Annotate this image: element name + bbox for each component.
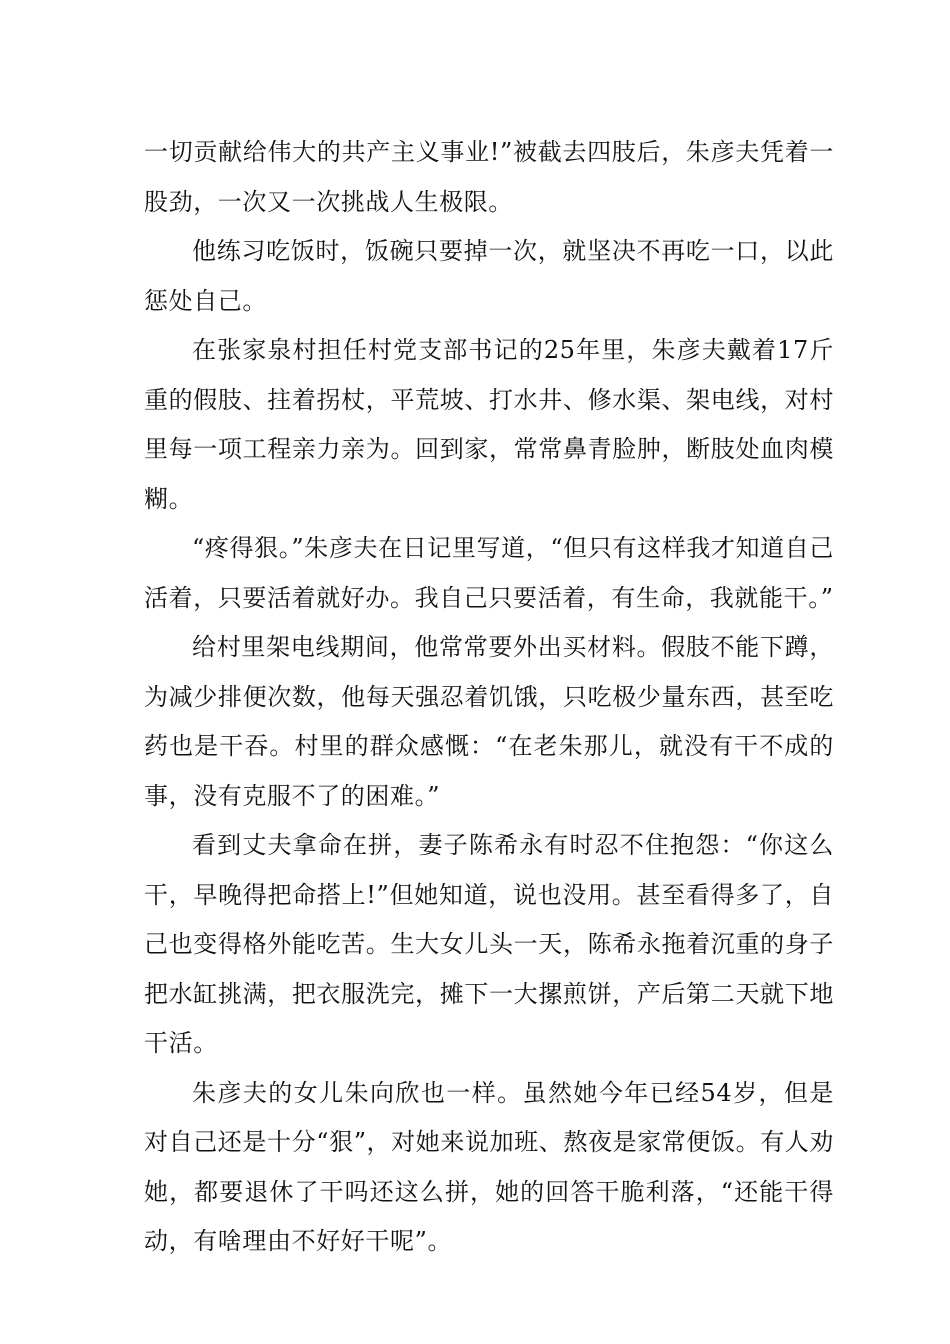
paragraph-2: 他练习吃饭时，饭碗只要掉一次，就坚决不再吃一口，以此惩处自己。: [144, 237, 834, 315]
paragraph-4: “疼得狠。”朱彦夫在日记里写道，“但只有这样我才知道自己活着，只要活着就好办。我自己只要活着，有生命，我就能干。”: [144, 534, 834, 612]
paragraph-7: 朱彦夫的女儿朱向欣也一样。虽然她今年已经54岁，但是对自己还是十分“狠”，对她来说加班、熬夜是家常便饭。有人劝她，都要退休了干吗还这么拼，她的回答干脆利落，“还能干得动，有啥理由不好好干呢”。: [144, 1078, 834, 1255]
paragraph-6: 看到丈夫拿命在拼，妻子陈希永有时忍不住抱怨：“你这么干，早晚得把命搭上!”但她知道，说也没用。甚至看得多了，自己也变得格外能吃苦。生大女儿头一天，陈希永拖着沉重的身子把水缸挑满，把衣服洗完，摊下一大摞煎饼，产后第二天就下地干活。: [144, 831, 834, 1057]
paragraph-3: 在张家泉村担任村党支部书记的25年里，朱彦夫戴着17斤重的假肢、拄着拐杖，平荒坡、打水井、修水渠、架电线，对村里每一项工程亲力亲为。回到家，常常鼻青脸肿，断肢处血肉模糊。: [144, 336, 834, 513]
article-body: [144, 128, 834, 1267]
paragraph-1: 一切贡献给伟大的共产主义事业!”被截去四肢后，朱彦夫凭着一股劲，一次又一次挑战人生极限。: [144, 138, 834, 216]
paragraph-5: 给村里架电线期间，他常常要外出买材料。假肢不能下蹲，为减少排便次数，他每天强忍着饥饿，只吃极少量东西，甚至吃药也是干吞。村里的群众感慨：“在老朱那儿，就没有干不成的事，没有克服不了的困难。”: [144, 633, 834, 810]
